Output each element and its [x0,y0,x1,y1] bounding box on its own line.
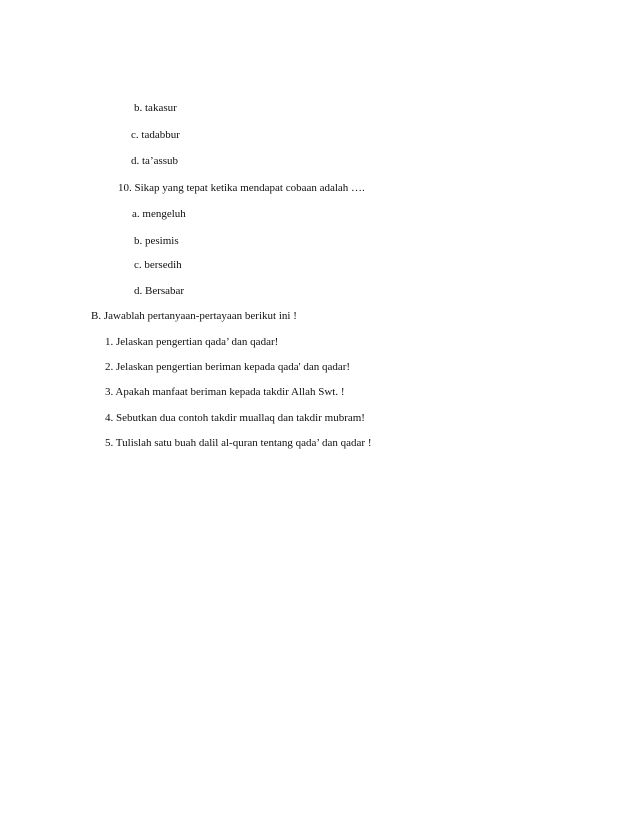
essay-question-3: 3. Apakah manfaat beriman kepada takdir Allah Swt. ! [105,386,345,398]
q10-option-a: a. mengeluh [132,208,186,220]
q10-option-d: d. Bersabar [134,285,185,297]
q9-option-d: d. ta’assub [131,155,179,167]
q9-option-c: c. tadabbur [131,129,180,141]
section-b-heading: B. Jawablah pertanyaan-pertayaan berikut ini ! [91,310,297,322]
q10-question: 10. Sikap yang tepat ketika mendapat cobaan adalah …. [118,182,365,194]
q10-option-b: b. pesimis [134,235,179,247]
essay-question-2: 2. Jelaskan pengertian beriman kepada qada' dan qadar! [105,361,351,373]
q9-option-b: b. takasur [134,102,177,114]
essay-question-4: 4. Sebutkan dua contoh takdir muallaq dan takdir mubram! [105,412,365,424]
essay-question-1: 1. Jelaskan pengertian qada’ dan qadar! [105,336,279,348]
q10-option-c: c. bersedih [134,259,182,271]
essay-question-5: 5. Tulislah satu buah dalil al-quran tentang qada’ dan qadar ! [105,437,372,449]
